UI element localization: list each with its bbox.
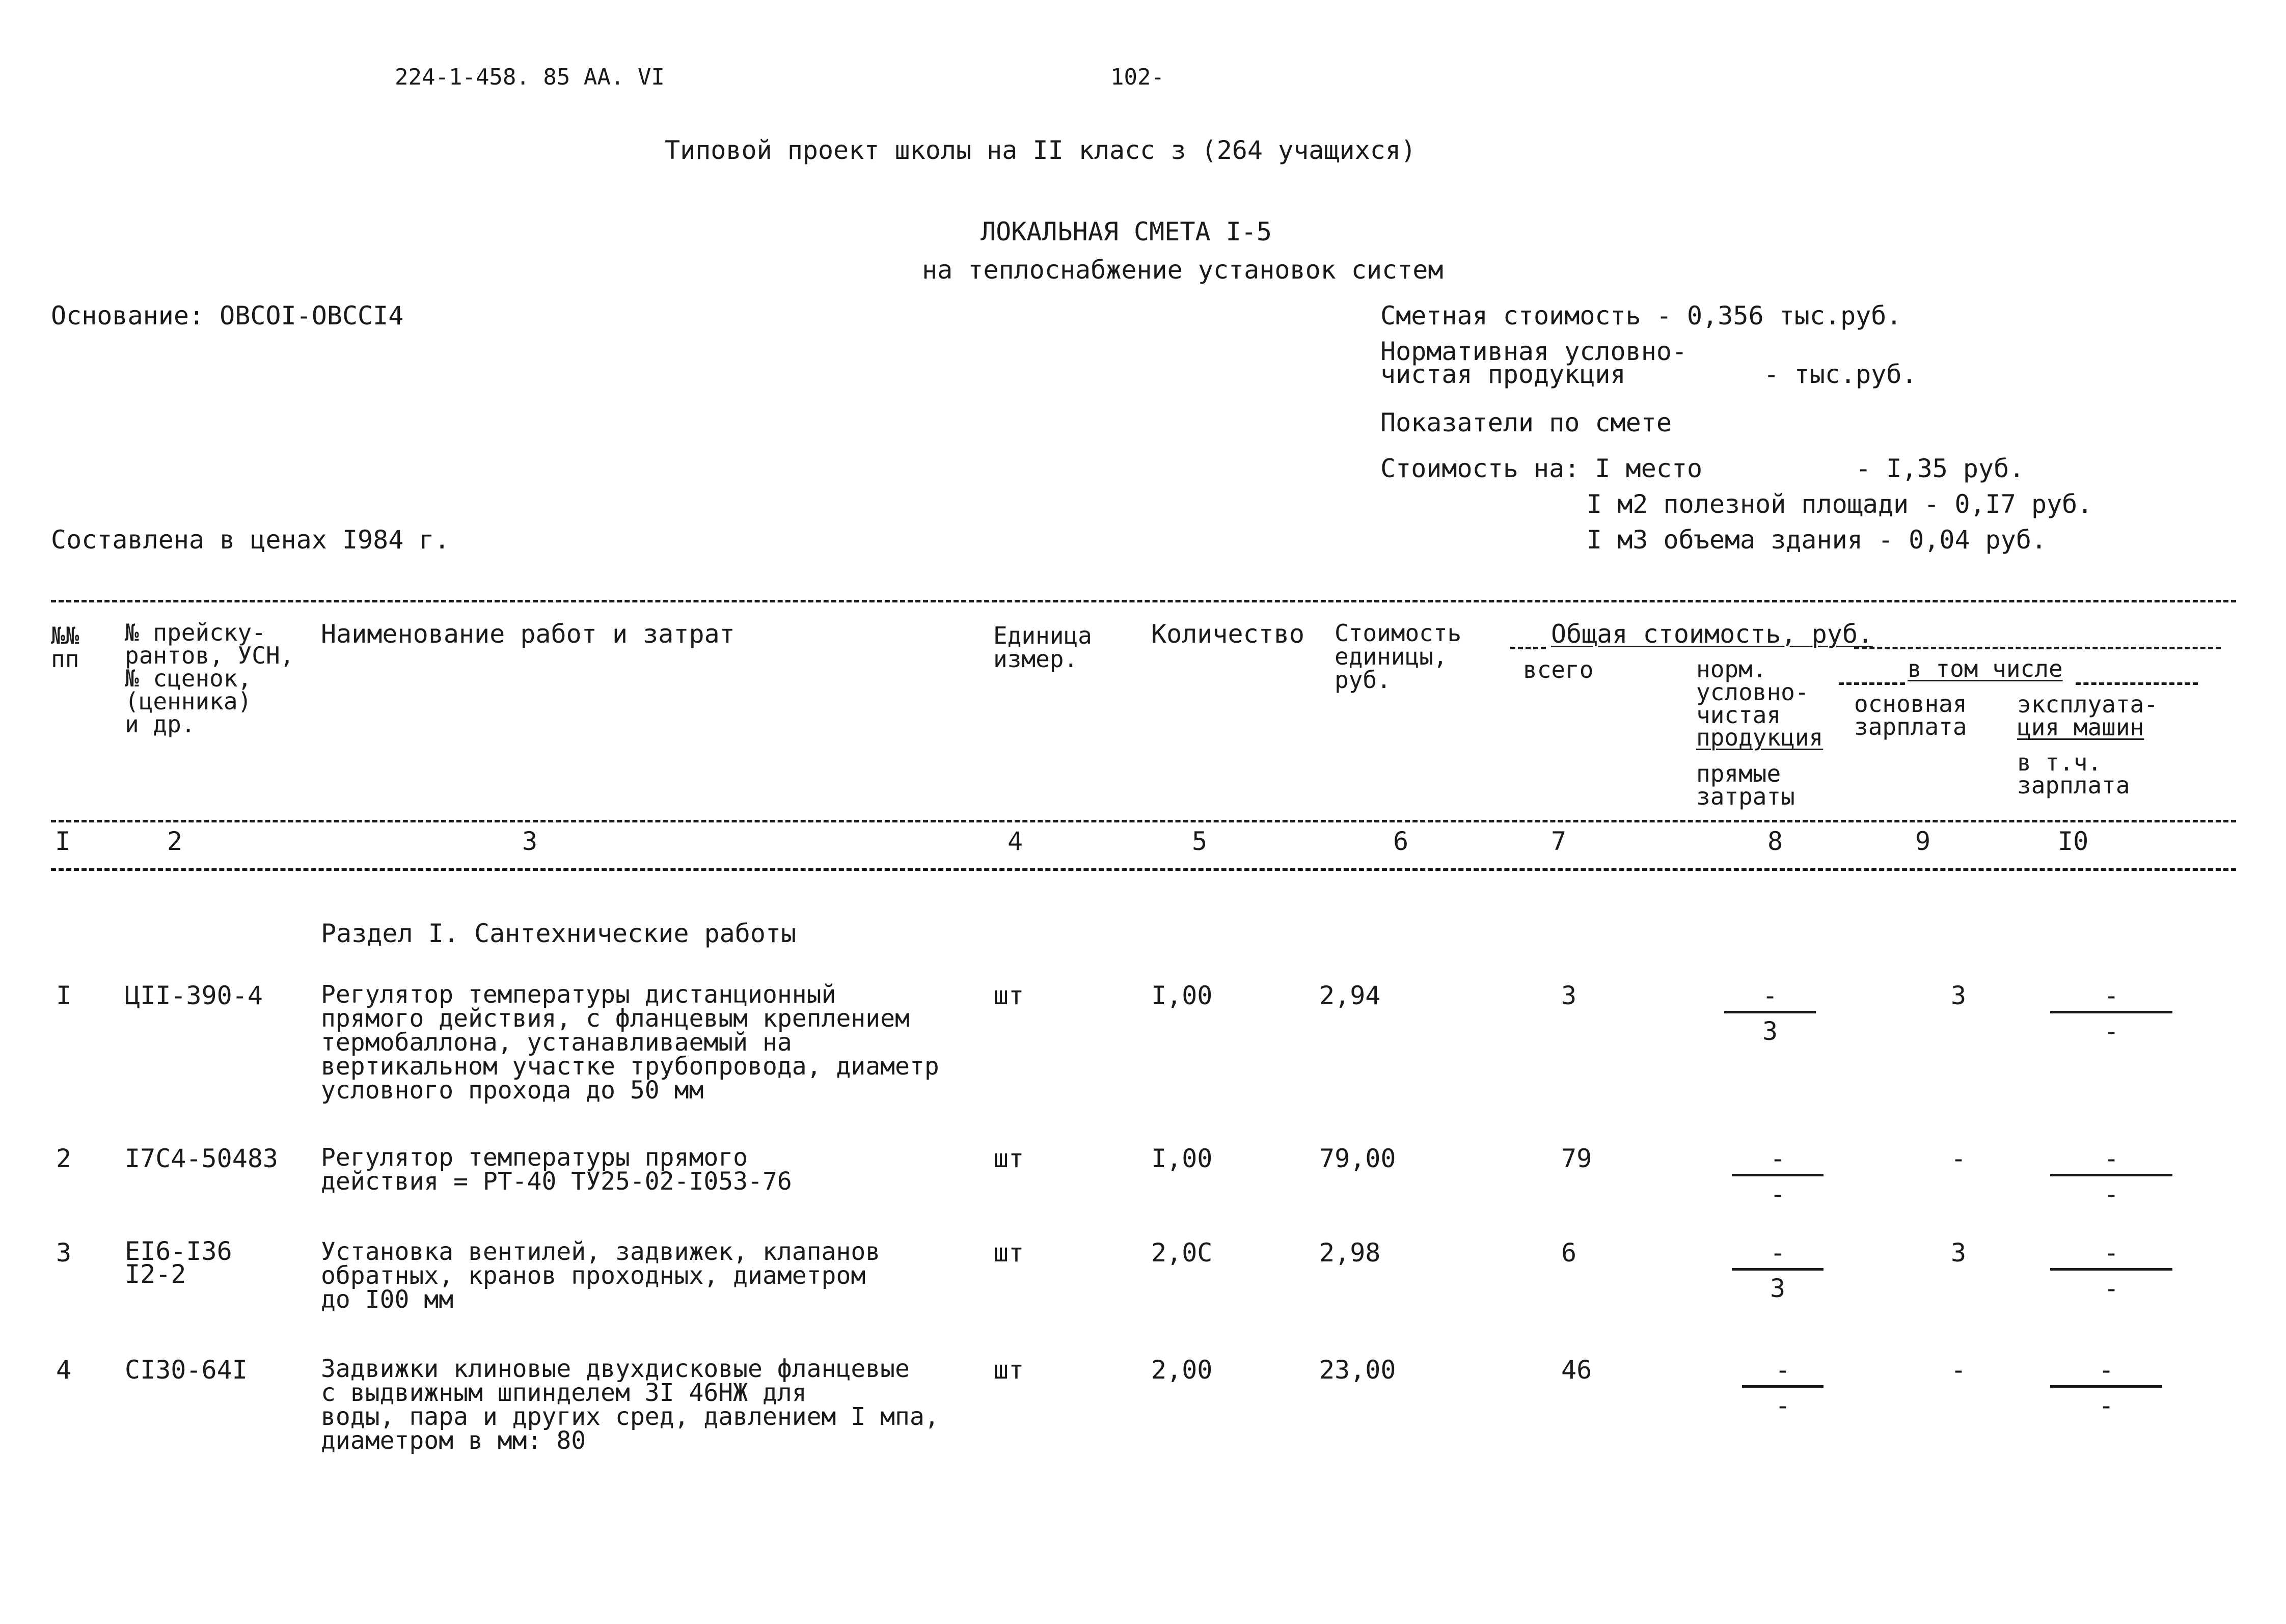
prices-year: Составлена в ценах I984 г. <box>51 525 450 555</box>
fraction-numerator: - <box>2098 1355 2114 1385</box>
row-code: EI6-I36 I2-2 <box>125 1236 232 1289</box>
row-quantity: 2,0C <box>1151 1238 1213 1268</box>
normative-line-1: Нормативная условно- <box>1380 337 1688 366</box>
table-top-rule <box>51 600 2236 602</box>
header-including: в том числе <box>1908 655 2063 682</box>
fraction-bar <box>2050 1385 2162 1388</box>
estimated-cost: Сметная стоимость - 0,356 тыс.руб. <box>1380 301 1902 331</box>
row-number: I <box>56 981 72 1010</box>
row-machine-fraction <box>2050 1357 2162 1423</box>
row-norm-fraction <box>1732 1146 1824 1212</box>
row-unit: шт <box>993 1355 1024 1385</box>
row-unit-price: 23,00 <box>1319 1355 1396 1385</box>
fraction-bar <box>2050 1268 2172 1271</box>
row-unit: шт <box>993 981 1024 1010</box>
indicators-label: Показатели по смете <box>1380 408 1672 437</box>
row-unit: шт <box>993 1144 1024 1173</box>
fraction-numerator: - <box>1770 1144 1786 1173</box>
row-code: ЦII-390-4 <box>125 981 263 1010</box>
colnum-10: I0 <box>2058 827 2089 856</box>
row-number: 3 <box>56 1238 72 1268</box>
row-machine-fraction <box>2050 1240 2172 1306</box>
estimate-subtitle: на теплоснабжение установок систем <box>922 255 1444 285</box>
fraction-numerator: - <box>2103 1144 2119 1173</box>
colnum-8: 8 <box>1767 827 1783 856</box>
fraction-bar <box>1732 1174 1824 1176</box>
row-quantity: I,00 <box>1151 981 1213 1010</box>
row-name: Задвижки клиновые двухдисковые фланцевые с выдвижным шпинделем 3I 46НЖ для воды, пара и других сред, давлением I мпа, диаметром в мм: 80 <box>321 1355 939 1455</box>
colnum-4: 4 <box>1008 827 1023 856</box>
row-number: 2 <box>56 1144 72 1173</box>
row-base-salary: 3 <box>1951 1238 1967 1268</box>
page-number: 102- <box>1110 64 1164 90</box>
row-total: 3 <box>1561 981 1577 1010</box>
colnum-1: I <box>55 827 71 856</box>
row-total: 46 <box>1561 1355 1592 1385</box>
row-quantity: I,00 <box>1151 1144 1213 1173</box>
fraction-bar <box>2050 1011 2172 1013</box>
cost-per-place: Стоимость на: I место - I,35 руб. <box>1380 454 2025 483</box>
row-quantity: 2,00 <box>1151 1355 1213 1385</box>
colnum-5: 5 <box>1192 827 1208 856</box>
row-unit-price: 2,94 <box>1319 981 1381 1010</box>
header-work-name: Наименование работ и затрат <box>321 619 735 649</box>
header-machine-operation: эксплуата- <box>2017 691 2158 718</box>
section-title: Раздел I. Сантехнические работы <box>321 919 797 948</box>
header-bottom-rule <box>51 820 2236 822</box>
header-including-rule-right <box>2076 682 2198 685</box>
row-norm-fraction <box>1732 1240 1824 1306</box>
fraction-denominator: 3 <box>1762 1016 1778 1046</box>
fraction-denominator: - <box>2103 1016 2119 1046</box>
header-quantity: Количество <box>1151 619 1305 649</box>
fraction-denominator: - <box>2103 1274 2119 1303</box>
header-base-salary: основная зарплата <box>1854 690 1967 741</box>
document-code: 224-1-458. 85 АА. VI <box>395 64 665 90</box>
row-base-salary: - <box>1951 1144 1967 1173</box>
row-number: 4 <box>56 1355 72 1385</box>
header-direct-costs: прямые затраты <box>1696 760 1795 811</box>
fraction-bar <box>1742 1385 1824 1388</box>
normative-line-2: чистая продукция - тыс.руб. <box>1380 360 1917 389</box>
basis-label: Основание: OBCOI-OBCCI4 <box>51 301 404 331</box>
row-unit-price: 79,00 <box>1319 1144 1396 1173</box>
fraction-numerator: - <box>2103 981 2119 1010</box>
fraction-denominator: 3 <box>1770 1274 1786 1303</box>
fraction-bar <box>1732 1268 1824 1271</box>
header-total-rule-right <box>1854 647 2221 649</box>
row-name: Регулятор температуры прямого действия = РТ-40 ТУ25-02-I053-76 <box>321 1143 792 1196</box>
row-total: 6 <box>1561 1238 1577 1268</box>
fraction-denominator: - <box>1775 1391 1791 1420</box>
row-norm-fraction <box>1742 1357 1824 1423</box>
colnum-6: 6 <box>1393 827 1409 856</box>
fraction-numerator: - <box>2103 1238 2119 1268</box>
header-total-rule-left <box>1510 647 1546 649</box>
colnum-7: 7 <box>1551 827 1567 856</box>
fraction-denominator: - <box>1770 1179 1786 1209</box>
row-name: Регулятор температуры дистанционный прямого действия, с фланцевым креплением термобаллона, устанавливаемый на вертикальном участке трубопровода, диаметр условного прохода до 50 мм <box>321 980 939 1105</box>
header-total: всего <box>1523 656 1594 683</box>
row-base-salary: 3 <box>1951 981 1967 1010</box>
header-incl-salary: в т.ч. зарплата <box>2017 749 2130 800</box>
cost-per-m2: I м2 полезной площади - 0,I7 руб. <box>1587 489 2093 519</box>
fraction-denominator: - <box>2098 1391 2114 1420</box>
row-norm-fraction <box>1724 983 1816 1049</box>
fraction-numerator: - <box>1762 981 1778 1010</box>
header-price-list-code: № прейску- рантов, УСН, № сценок, (ценника) и др. <box>125 619 294 738</box>
colnum-2: 2 <box>167 827 183 856</box>
header-including-rule-left <box>1839 682 1905 685</box>
colnum-9: 9 <box>1915 827 1931 856</box>
row-code: CI30-64I <box>125 1355 248 1385</box>
header-total-cost-group: Общая стоимость, руб. <box>1551 619 1873 649</box>
row-total: 79 <box>1561 1144 1592 1173</box>
row-unit-price: 2,98 <box>1319 1238 1381 1268</box>
row-name: Установка вентилей, задвижек, клапанов обратных, кранов проходных, диаметром до I00 мм <box>321 1237 881 1314</box>
project-title: Типовой проект школы на II класс з (264 учащихся) <box>665 135 1417 165</box>
fraction-numerator: - <box>1770 1238 1786 1268</box>
fraction-bar <box>1724 1011 1816 1013</box>
header-norm-product: норм. условно- чистая <box>1696 655 1809 729</box>
fraction-numerator: - <box>1775 1355 1791 1385</box>
estimate-title: ЛОКАЛЬНАЯ СМЕТА I-5 <box>981 217 1272 246</box>
row-base-salary: - <box>1951 1355 1967 1385</box>
cost-per-m3: I м3 объема здания - 0,04 руб. <box>1587 525 2047 555</box>
header-machine-operation-ul: ция машин <box>2017 713 2144 741</box>
colnum-3: 3 <box>522 827 538 856</box>
row-code: I7C4-50483 <box>125 1144 279 1173</box>
fraction-denominator: - <box>2103 1179 2119 1209</box>
header-row-number: №№ пп <box>51 622 79 673</box>
header-norm-product-ul: продукция <box>1696 724 1824 751</box>
row-machine-fraction <box>2050 1146 2172 1212</box>
header-unit: Единица измер. <box>993 622 1092 673</box>
row-machine-fraction <box>2050 983 2172 1049</box>
header-unit-cost: Стоимость единицы, руб. <box>1335 619 1462 694</box>
row-unit: шт <box>993 1238 1024 1268</box>
column-numbers-bottom-rule <box>51 868 2236 871</box>
fraction-bar <box>2050 1174 2172 1176</box>
